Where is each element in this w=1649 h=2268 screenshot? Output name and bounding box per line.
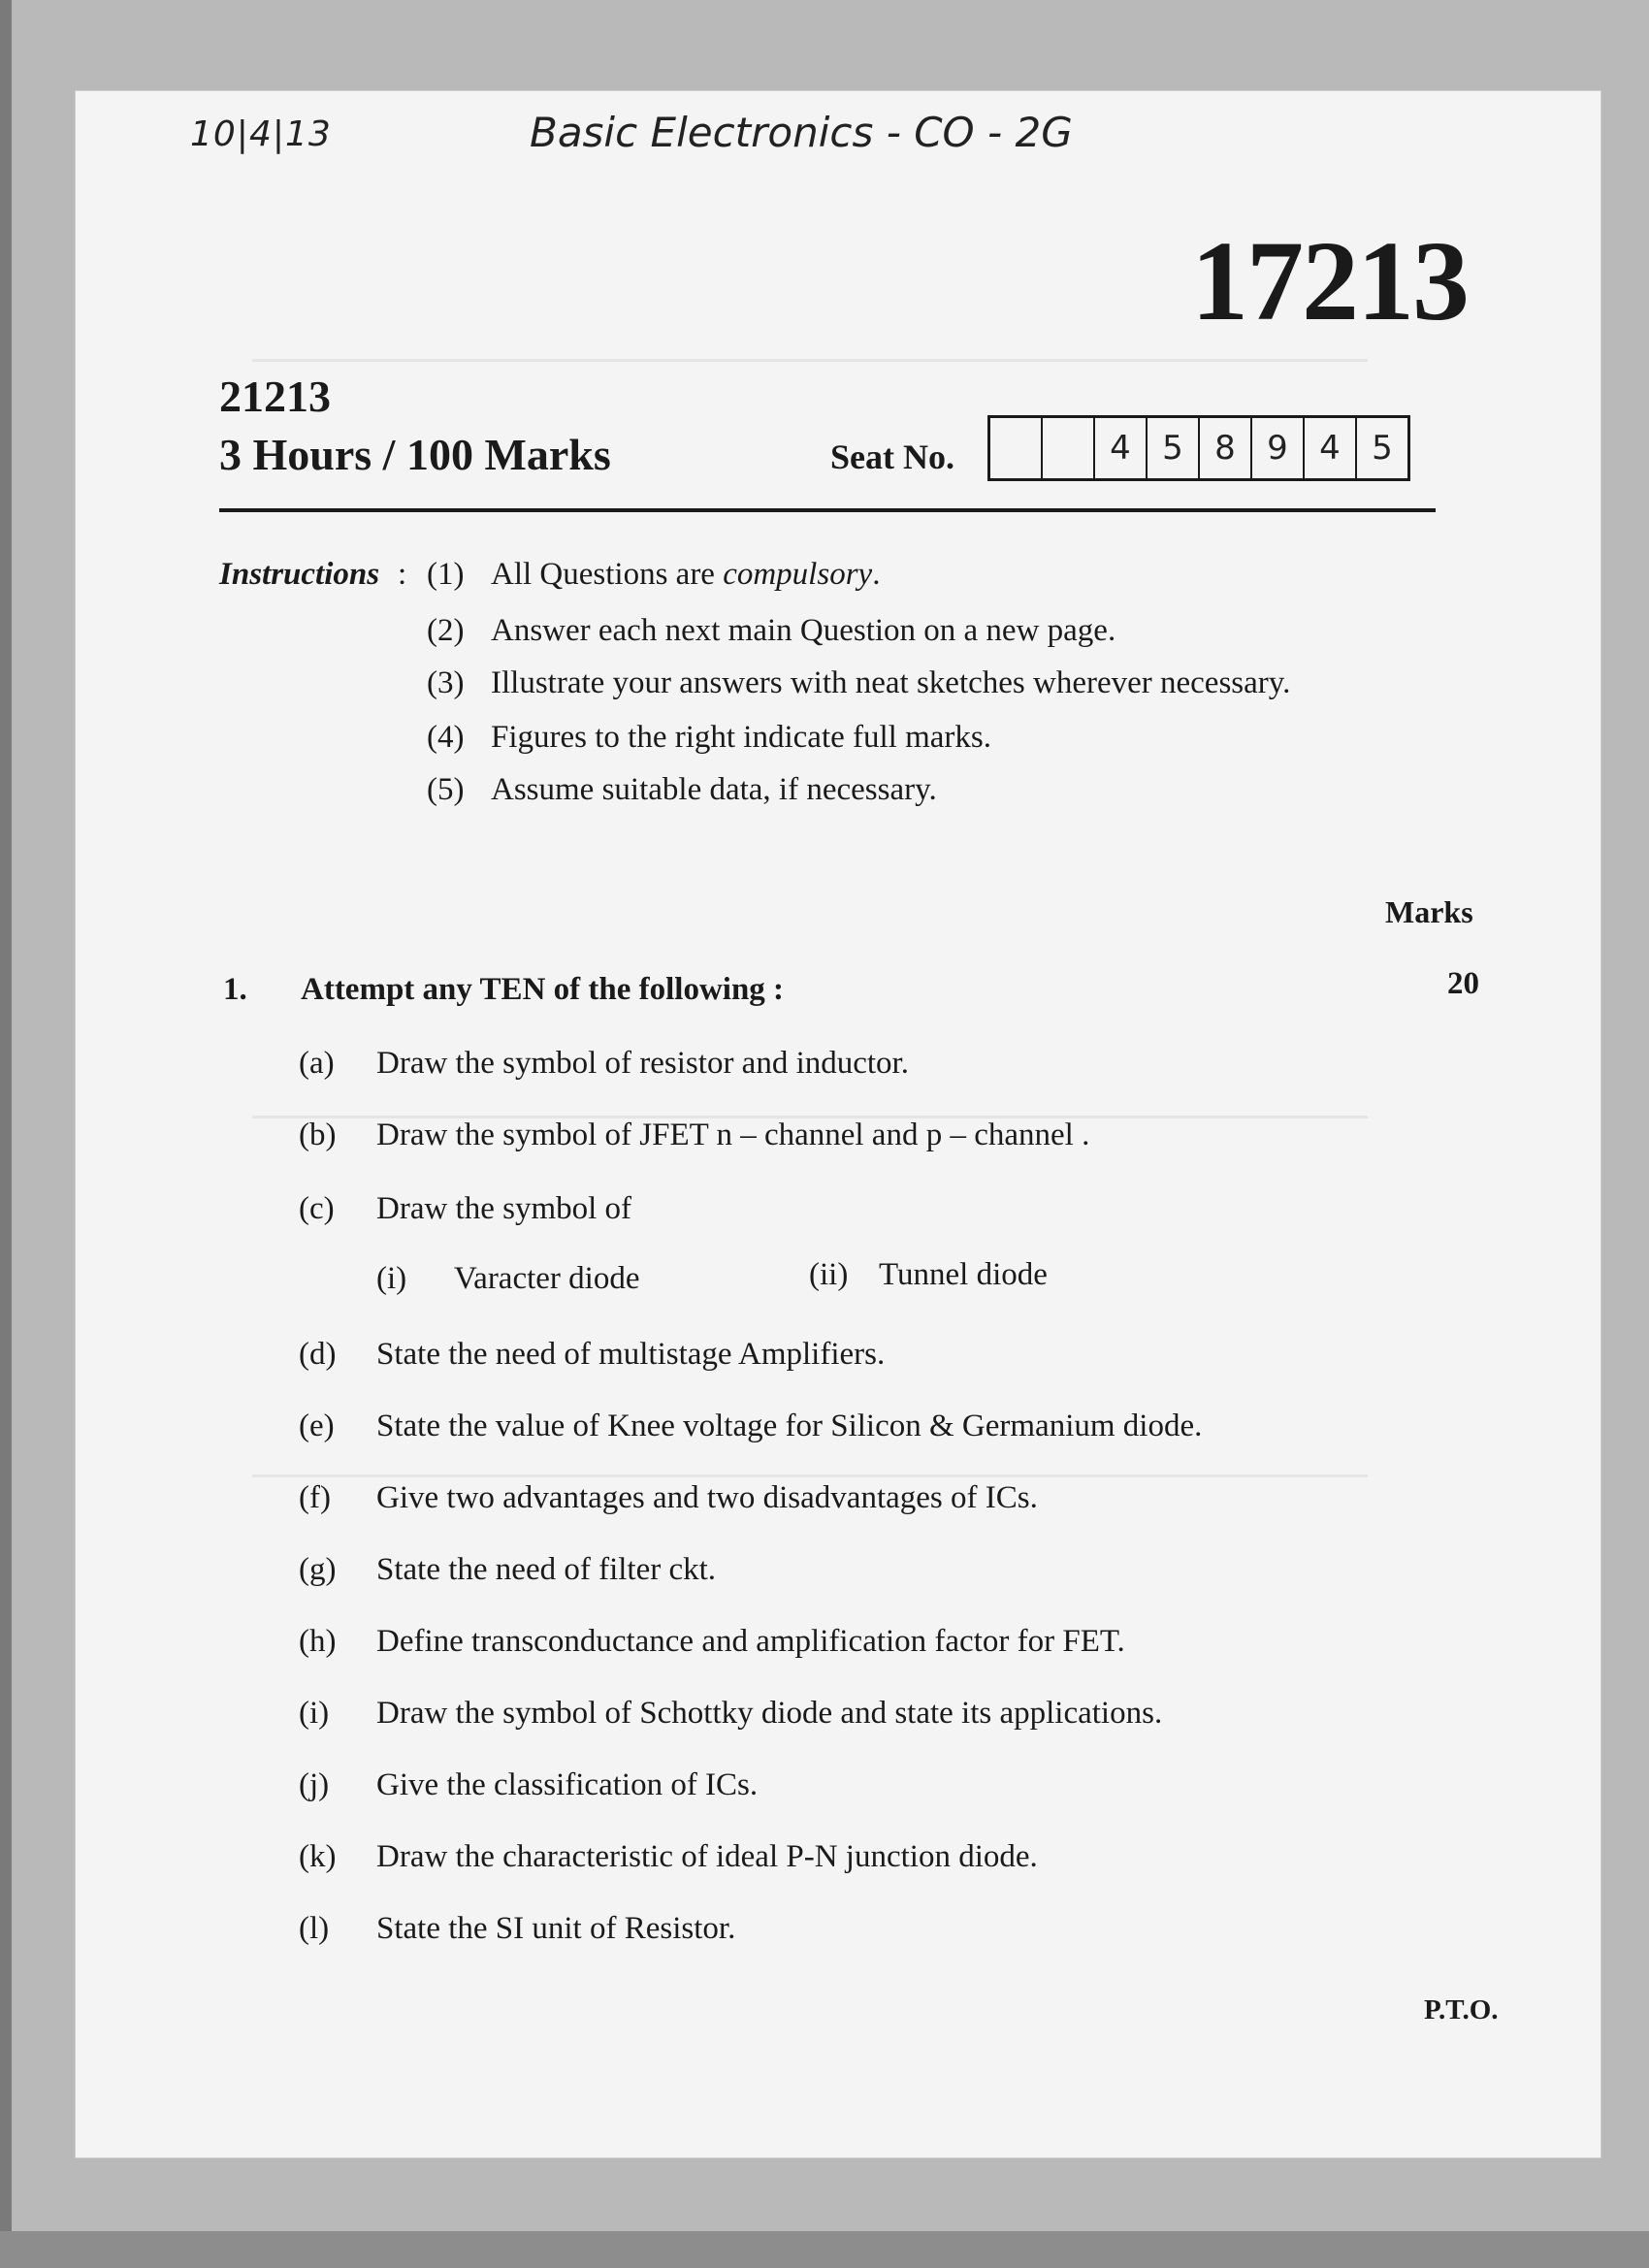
instruction-item: (1) All Questions are compulsory. bbox=[427, 557, 881, 592]
seat-digit-cell: 5 bbox=[1372, 429, 1393, 468]
instruction-item: (2) Answer each next main Question on a new page. bbox=[427, 613, 1116, 648]
seat-digit-cell: 4 bbox=[1305, 418, 1357, 478]
paper-code: 21213 bbox=[219, 372, 331, 421]
bleed-through-line bbox=[252, 359, 1368, 362]
page-turn-over: P.T.O. bbox=[1424, 1994, 1499, 2025]
seat-digit-cell bbox=[1043, 418, 1095, 478]
scan-edge-bottom bbox=[0, 2231, 1649, 2268]
handwritten-date: 10|4|13 bbox=[190, 114, 332, 154]
seat-digit-cell: 8 bbox=[1200, 418, 1252, 478]
question-item: (f) Give two advantages and two disadvantages of ICs. bbox=[299, 1480, 1038, 1515]
seat-digit-cell: 5 bbox=[1148, 418, 1200, 478]
question-number: 1. bbox=[223, 972, 247, 1007]
instructions-label: Instructions bbox=[219, 557, 380, 592]
seat-digit-cell bbox=[990, 418, 1043, 478]
question-item: (b) Draw the symbol of JFET n – channel and p – channel . bbox=[299, 1118, 1090, 1152]
question-title: Attempt any TEN of the following : bbox=[301, 972, 785, 1007]
question-subitem: (ii) Tunnel diode bbox=[809, 1257, 1048, 1292]
question-item: (a) Draw the symbol of resistor and inductor. bbox=[299, 1046, 909, 1081]
duration-marks: 3 Hours / 100 Marks bbox=[219, 430, 611, 479]
seat-digit-cell: 9 bbox=[1252, 418, 1305, 478]
question-subitem: (i) Varacter diode bbox=[376, 1261, 640, 1296]
bleed-through-line bbox=[252, 1474, 1368, 1477]
question-item: (g) State the need of filter ckt. bbox=[299, 1552, 717, 1587]
seat-digit-cell: 4 bbox=[1095, 418, 1148, 478]
question-item: (h) Define transconductance and amplification factor for FET. bbox=[299, 1624, 1125, 1659]
subject-code: 17213 bbox=[1191, 217, 1468, 344]
seat-number-box bbox=[987, 415, 1410, 481]
question-item: (d) State the need of multistage Amplifiers. bbox=[299, 1337, 886, 1372]
question-item: (e) State the value of Knee voltage for Silicon & Germanium diode. bbox=[299, 1409, 1203, 1443]
instruction-item: (5) Assume suitable data, if necessary. bbox=[427, 772, 937, 807]
question-item: (k) Draw the characteristic of ideal P-N junction diode. bbox=[299, 1839, 1038, 1874]
seat-number-label: Seat No. bbox=[830, 437, 954, 476]
marks-column-heading: Marks bbox=[1385, 894, 1473, 929]
scan-edge-left bbox=[0, 0, 12, 2268]
instruction-item: (4) Figures to the right indicate full marks. bbox=[427, 720, 991, 755]
handwritten-subject: Basic Electronics - CO - 2G bbox=[530, 109, 1073, 156]
header-divider bbox=[219, 508, 1436, 512]
question-marks: 20 bbox=[1447, 966, 1479, 1001]
instruction-item: (3) Illustrate your answers with neat sketches wherever necessary. bbox=[427, 665, 1291, 700]
question-item: (i) Draw the symbol of Schottky diode and state its applications. bbox=[299, 1696, 1163, 1731]
question-item: (l) State the SI unit of Resistor. bbox=[299, 1911, 736, 1946]
instructions-colon: : bbox=[398, 557, 407, 592]
question-item: (j) Give the classification of ICs. bbox=[299, 1767, 759, 1802]
question-item: (c) Draw the symbol of bbox=[299, 1191, 632, 1226]
